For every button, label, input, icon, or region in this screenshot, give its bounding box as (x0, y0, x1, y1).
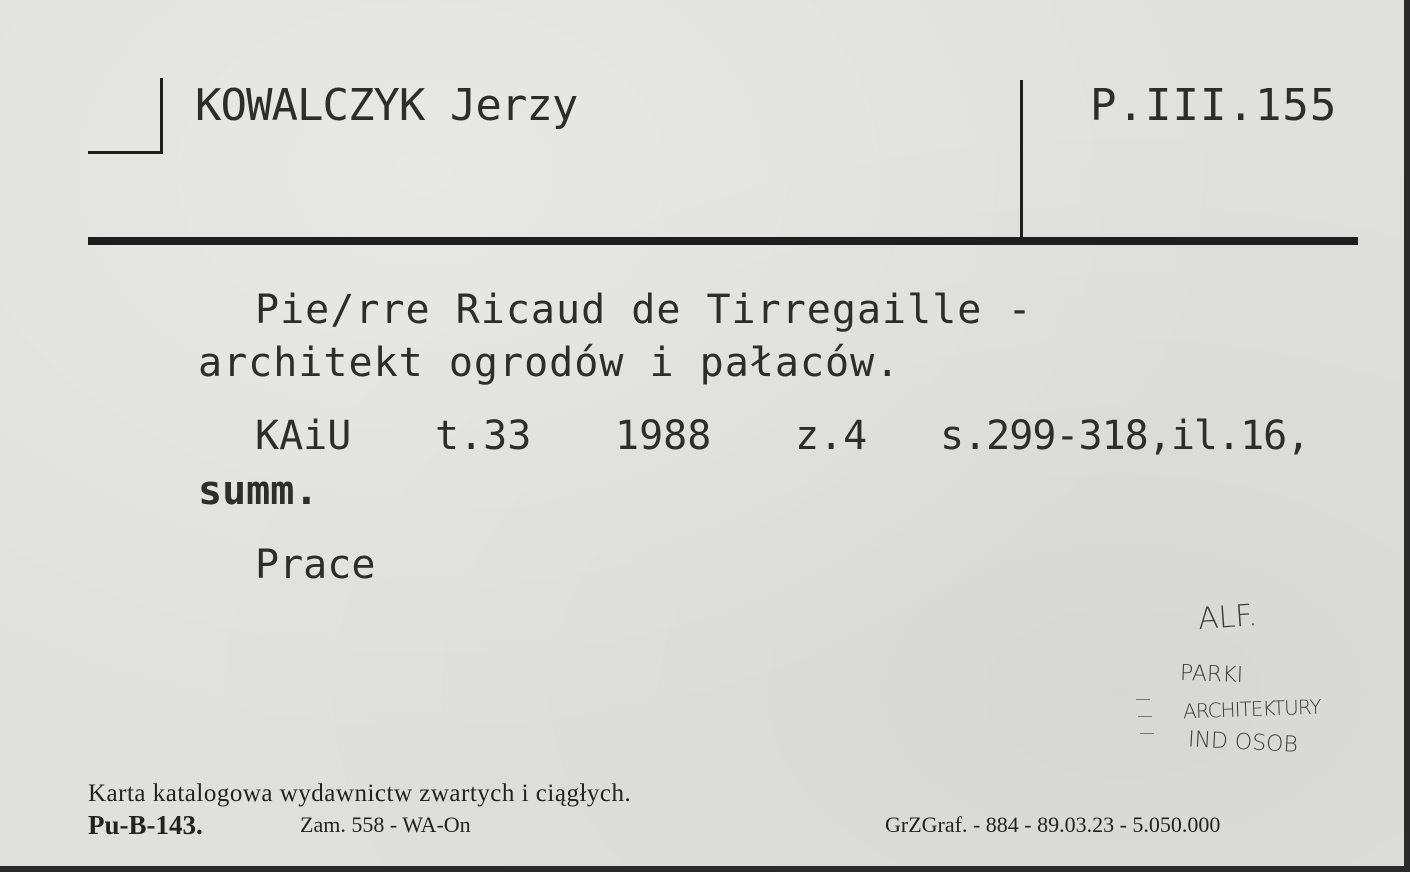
entry-title-line-1: Pie∕rre Ricaud de Tirregaille - (255, 287, 1033, 333)
form-code: Pu-B-143. (88, 810, 203, 840)
citation-pages: s.299-318,il.16, (940, 413, 1310, 459)
citation-year: 1988 (615, 413, 712, 459)
annotation-dash-1 (1136, 699, 1150, 700)
shelfmark: P.III.155 (1090, 80, 1338, 131)
card-type-label: Karta katalogowa wydawnictw zwartych i ciągłych. (88, 780, 632, 807)
handwritten-note-2: PARKI (1179, 660, 1244, 689)
handwritten-note-4: IND OSOB (1187, 727, 1299, 758)
shelfmark-divider (1020, 80, 1023, 240)
handwritten-note-3: ARCHITEKTURY (1182, 694, 1321, 724)
entry-title-line-2: architekt ogrodów i pałaców. (198, 340, 901, 386)
author-heading: KOWALCZYK Jerzy (195, 80, 578, 131)
annotation-dash-2 (1138, 716, 1152, 717)
citation-issue: z.4 (795, 413, 868, 459)
left-bracket-vertical (160, 78, 163, 154)
order-number: Zam. 558 - WA-On (300, 812, 471, 837)
printer-info: GrZGraf. - 884 - 89.03.23 - 5.050.000 (885, 812, 1221, 837)
annotation-dash-3 (1140, 733, 1154, 734)
handwritten-note-1: ALF. (1196, 597, 1259, 638)
left-bracket-underline (88, 151, 163, 154)
citation-summary: summ. (198, 468, 319, 514)
header-rule (88, 237, 1358, 245)
citation-journal: KAiU (255, 413, 352, 459)
category-label: Prace (255, 542, 376, 588)
citation-volume: t.33 (435, 413, 532, 459)
